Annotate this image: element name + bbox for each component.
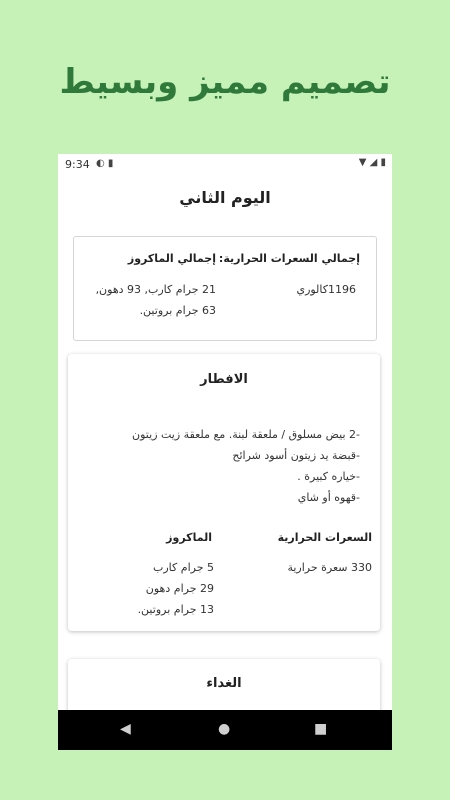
phone-screen: [58, 154, 392, 750]
breakfast-title: الافطار: [200, 372, 248, 387]
wifi-icon: ▼: [358, 157, 367, 168]
breakfast-macro-protein: 13 جرام بروتين.: [137, 603, 214, 616]
sd-card-icon: ▮: [107, 158, 114, 169]
breakfast-item: -قهوه أو شاي: [297, 491, 360, 504]
breakfast-calories-value: 330 سعرة حرارية: [287, 561, 372, 574]
total-macros-header: إجمالي الماكروز: [127, 252, 216, 265]
signal-icon: ◢: [369, 157, 378, 168]
lunch-title: الغداء: [206, 676, 242, 691]
back-icon[interactable]: ◀: [120, 721, 131, 737]
lunch-card[interactable]: [68, 659, 380, 710]
status-bar: [58, 154, 392, 176]
breakfast-item: -خياره كبيرة .: [297, 470, 360, 483]
status-time: 9:34: [65, 158, 90, 171]
breakfast-item: -قبضة يد زيتون أسود شرائح: [232, 449, 360, 462]
breakfast-macro-fat: 29 جرام دهون: [145, 582, 214, 595]
breakfast-macros-header: الماكروز: [166, 531, 212, 544]
day-title: اليوم الثاني: [179, 188, 271, 207]
total-calories-header: إجمالي السعرات الحرارية:: [218, 252, 360, 265]
headline: تصميم مميز وبسيط: [59, 62, 391, 102]
total-macros-line2: 63 جرام بروتين.: [139, 304, 216, 317]
breakfast-macro-carb: 5 جرام كارب: [153, 561, 214, 574]
breakfast-card[interactable]: [68, 354, 380, 631]
home-icon[interactable]: ●: [218, 721, 231, 737]
status-right-icons: [359, 157, 386, 168]
breakfast-calories-header: السعرات الحرارية: [277, 531, 372, 544]
content-area[interactable]: [58, 176, 392, 710]
summary-card: [73, 236, 377, 341]
navigation-bar: [58, 710, 392, 750]
total-calories-value: 1196كالوري: [296, 283, 356, 296]
status-left-icons: [96, 158, 113, 169]
recents-icon[interactable]: ■: [314, 721, 328, 737]
battery-icon: ▮: [380, 157, 386, 168]
circle-icon: ◐: [96, 158, 105, 169]
breakfast-item: -2 بيض مسلوق / ملعقة لبنة. مع ملعقة زيت زيتون: [132, 428, 360, 441]
breakfast-items: [132, 424, 360, 508]
total-macros-line1: 21 جرام كارب, 93 دهون,: [95, 283, 216, 296]
